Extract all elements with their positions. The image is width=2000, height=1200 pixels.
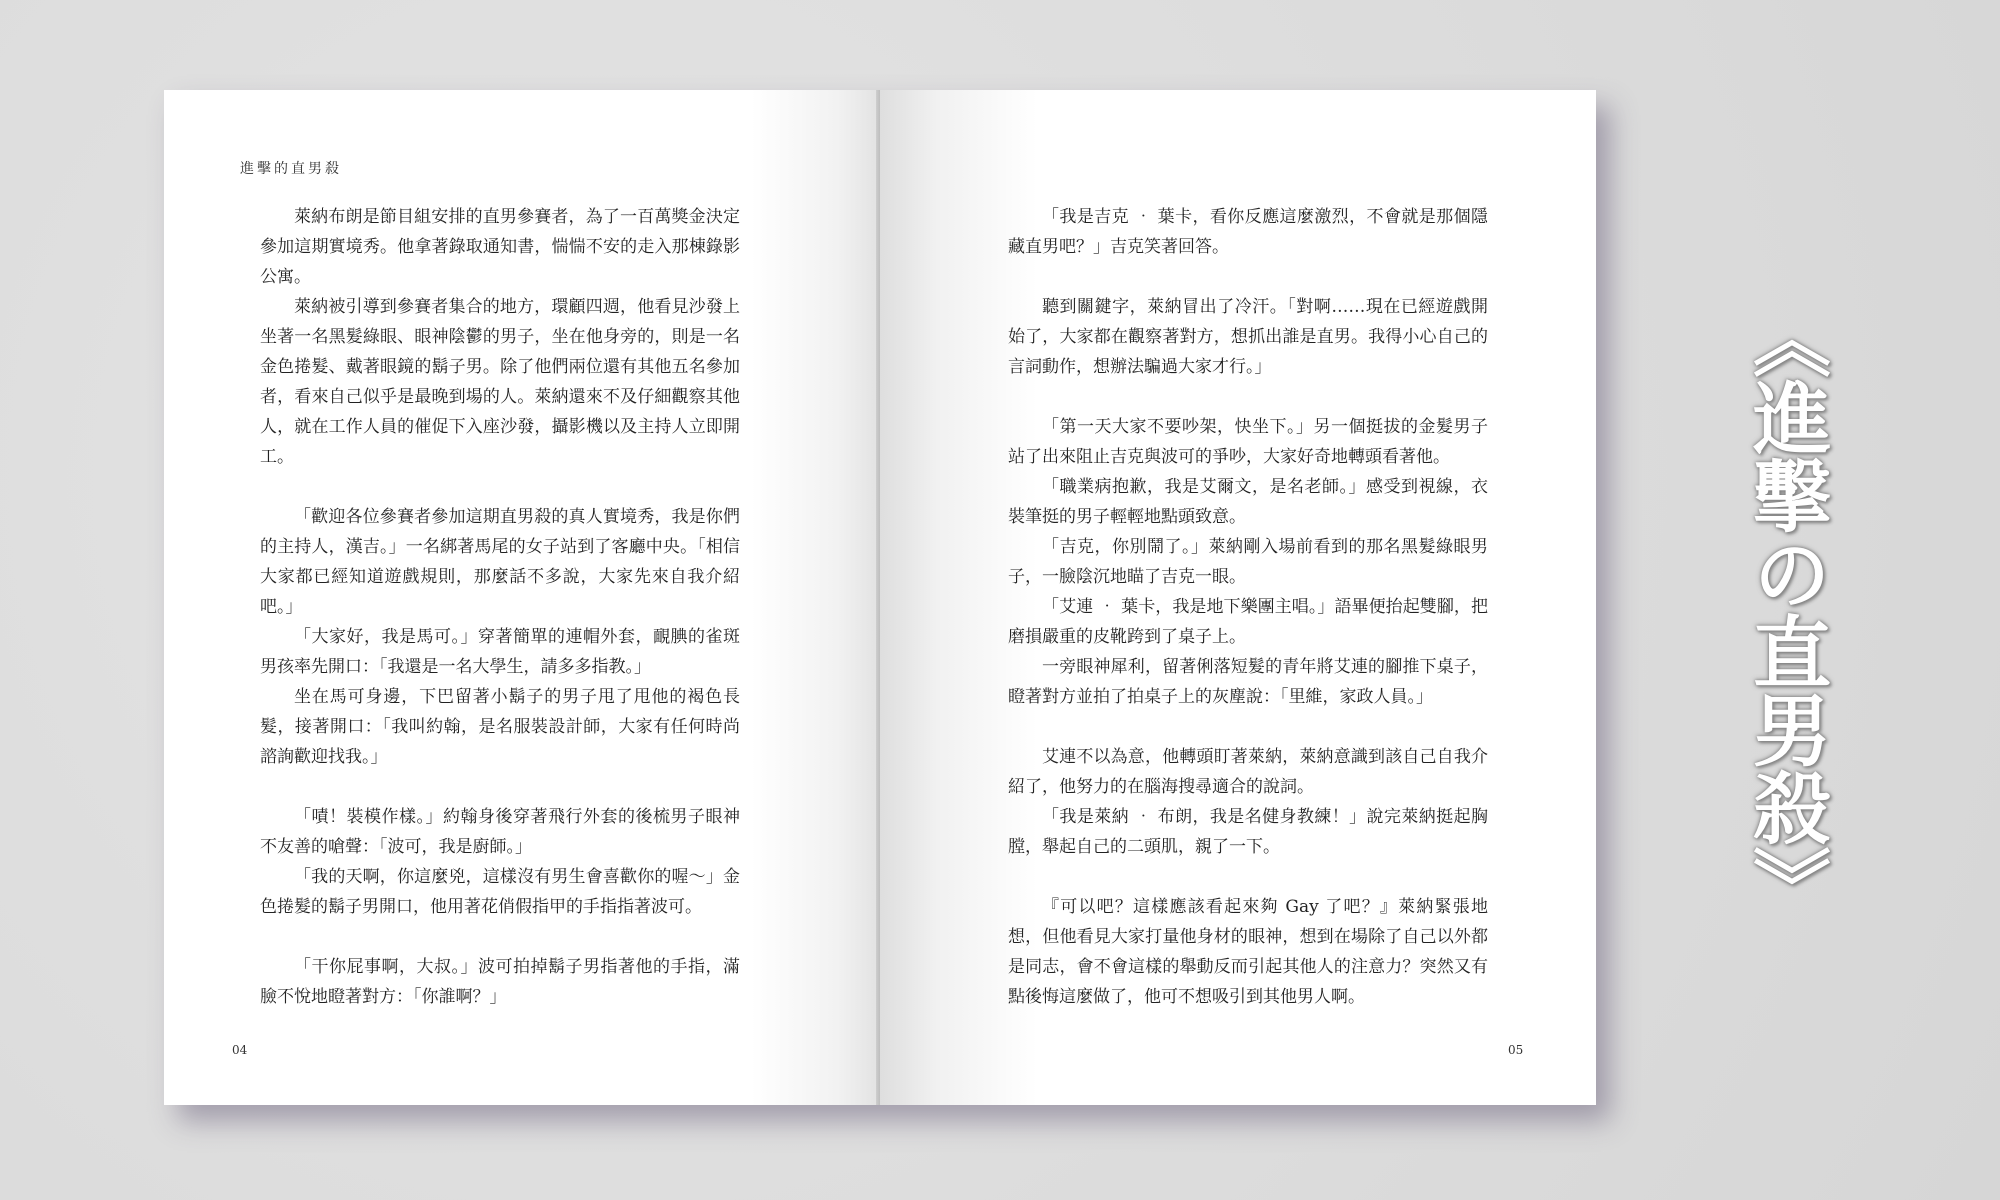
right-page-body xyxy=(1008,202,1488,1012)
paragraph: 聽到關鍵字，萊納冒出了冷汗。「對啊……現在已經遊戲開始了，大家都在觀察著對方，想抓出誰是直男。我得小心自己的言詞動作，想辦法騙過大家才行。」 xyxy=(1008,297,1488,377)
paragraph: 「第一天大家不要吵架，快坐下。」另一個挺拔的金髮男子站了出來阻止吉克與波可的爭吵，大家好奇地轉頭看著他。 xyxy=(1008,417,1488,467)
paragraph: 「嘖！裝模作樣。」約翰身後穿著飛行外套的後梳男子眼神不友善的嗆聲：「波可，我是廚師。」 xyxy=(260,807,740,857)
paragraph: 「歡迎各位參賽者參加這期直男殺的真人實境秀，我是你們的主持人，漢吉。」一名綁著馬尾的女子站到了客廳中央。「相信大家都已經知道遊戲規則，那麼話不多說，大家先來自我介紹吧。」 xyxy=(260,507,740,617)
paragraph: 萊納被引導到參賽者集合的地方，環顧四週，他看見沙發上坐著一名黑髮綠眼、眼神陰鬱的男子，坐在他身旁的，則是一名金色捲髮、戴著眼鏡的鬍子男。除了他們兩位還有其他五名參加者，看來自己似乎是最晚到場的人。萊納還來不及仔細觀察其他人，就在工作人員的催促下入座沙發，攝影機以及主持人立即開工。 xyxy=(260,297,740,467)
paragraph: 「干你屁事啊，大叔。」波可拍掉鬍子男指著他的手指，滿臉不悅地瞪著對方：「你誰啊？」 xyxy=(260,957,740,1007)
right-page xyxy=(880,90,1596,1105)
paragraph: 艾連不以為意，他轉頭盯著萊納，萊納意識到該自己自我介紹了，他努力的在腦海搜尋適合的說詞。 xyxy=(1008,747,1488,797)
paragraph: 「我是吉克 ‧ 葉卡，看你反應這麼激烈，不會就是那個隱藏直男吧？」吉克笑著回答。 xyxy=(1008,207,1488,257)
paragraph: 一旁眼神犀利，留著俐落短髮的青年將艾連的腳推下桌子，瞪著對方並拍了拍桌子上的灰塵說：「里維，家政人員。」 xyxy=(1008,657,1488,707)
paragraph: 「大家好，我是馬可。」穿著簡單的連帽外套，靦腆的雀斑男孩率先開口：「我還是一名大學生，請多多指教。」 xyxy=(260,627,740,677)
left-page-body xyxy=(260,202,740,1012)
paragraph: 「艾連 ‧ 葉卡，我是地下樂團主唱。」語畢便抬起雙腳，把磨損嚴重的皮靴跨到了桌子上。 xyxy=(1008,597,1488,647)
paragraph: 萊納布朗是節目組安排的直男參賽者，為了一百萬獎金決定參加這期實境秀。他拿著錄取通知書，惴惴不安的走入那棟錄影公寓。 xyxy=(260,207,740,287)
open-book xyxy=(164,90,1596,1105)
left-page xyxy=(164,90,880,1105)
paragraph: 「我是萊納 ‧ 布朗，我是名健身教練！」說完萊納挺起胸膛，舉起自己的二頭肌，親了一下。 xyxy=(1008,807,1488,857)
paragraph: 「吉克，你別鬧了。」萊納剛入場前看到的那名黑髮綠眼男子，一臉陰沉地瞄了吉克一眼。 xyxy=(1008,537,1488,587)
page-number-left: 04 xyxy=(232,1043,248,1057)
paragraph: 「我的天啊，你這麼兇，這樣沒有男生會喜歡你的喔～」金色捲髮的鬍子男開口，他用著花俏假指甲的手指指著波可。 xyxy=(260,867,740,917)
book-title-vertical: 《進擊の直男殺》 xyxy=(1740,300,1831,924)
page-number-right: 05 xyxy=(1508,1043,1524,1057)
paragraph: 「職業病抱歉，我是艾爾文，是名老師。」感受到視線，衣裝筆挺的男子輕輕地點頭致意。 xyxy=(1008,477,1488,527)
paragraph: 『可以吧？這樣應該看起來夠 Gay 了吧？』萊納緊張地想，但他看見大家打量他身材的眼神，想到在場除了自己以外都是同志，會不會這樣的舉動反而引起其他人的注意力？突然又有點後悔這麼做了，他可不想吸引到其他男人啊。 xyxy=(1008,897,1488,1007)
running-head: 進擊的直男殺 xyxy=(240,161,342,177)
paragraph: 坐在馬可身邊，下巴留著小鬍子的男子甩了甩他的褐色長髮，接著開口：「我叫約翰，是名服裝設計師，大家有任何時尚諮詢歡迎找我。」 xyxy=(260,687,740,767)
